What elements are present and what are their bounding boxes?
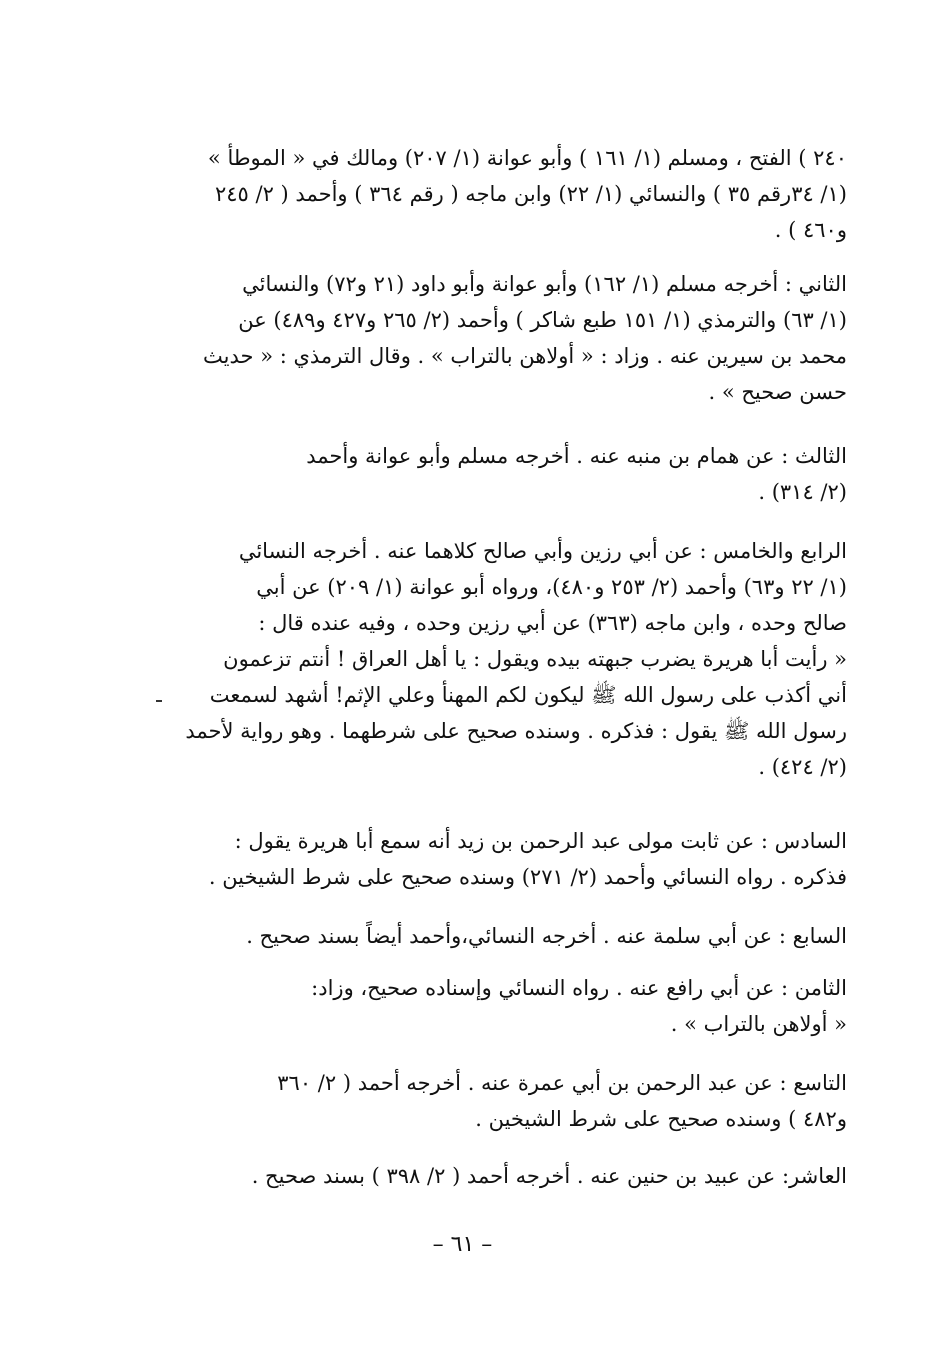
- text-line: الثامن : عن أبي رافع عنه . رواه النسائي وإسناده صحيح، وزاد:: [311, 976, 847, 1000]
- text-line: (٢/ ٣١٤) .: [758, 480, 847, 504]
- text-line: محمد بن سيرين عنه . وزاد : « أولاهن بالتراب » . وقال الترمذي : « حديث: [203, 344, 847, 368]
- page-number: – ٦١ –: [432, 1232, 493, 1257]
- text-line: رسول الله ﷺ يقول : فذكره . وسنده صحيح على شرطهما . وهو رواية لأحمد: [185, 719, 847, 743]
- text-line: « رأيت أبا هريرة يضرب جبهته بيده ويقول : يا أهل العراق ! أنتم تزعمون: [223, 647, 847, 671]
- text-line: السادس : عن ثابت مولى عبد الرحمن بن زيد أنه سمع أبا هريرة يقول :: [234, 829, 847, 853]
- text-line: الثالث : عن همام بن منبه عنه . أخرجه مسلم وأبو عوانة وأحمد: [306, 444, 847, 468]
- text-line: أني أكذب على رسول الله ﷺ ليكون لكم المهنأ وعلي الإثم! أشهد لسمعت: [209, 683, 847, 707]
- paragraph-4: [165, 533, 847, 785]
- text-line: و٤٦٠ ) .: [774, 218, 847, 242]
- text-line: العاشر: عن عبيد بن حنين عنه . أخرجه أحمد ( ٢/ ٣٩٨ ) بسند صحيح .: [251, 1164, 847, 1188]
- paragraph-6: [165, 918, 847, 954]
- text-line: (١/ ٣٤رقم ٣٥ ) والنسائي (١/ ٢٢) وابن ماجه ( رقم ٣٦٤ ) وأحمد ( ٢/ ٢٤٥: [214, 182, 847, 206]
- paragraph-7: [165, 970, 847, 1042]
- text-line: فذكره . رواه النسائي وأحمد (٢/ ٢٧١) وسنده صحيح على شرط الشيخين .: [208, 865, 847, 889]
- paragraph-5: [165, 823, 847, 895]
- text-line: « أولاهن بالتراب » .: [670, 1012, 847, 1036]
- text-line: و٤٨٢ ) وسنده صحيح على شرط الشيخين .: [475, 1107, 847, 1131]
- text-line: التاسع : عن عبد الرحمن بن أبي عمرة عنه . أخرجه أحمد ( ٢/ ٣٦٠: [277, 1071, 847, 1095]
- paragraph-1: [165, 140, 847, 248]
- text-line: صالح وحده ، وابن ماجه (٣٦٣) عن أبي رزين وحده ، وفيه عنده قال :: [258, 611, 847, 635]
- text-line: (٢/ ٤٢٤) .: [758, 755, 847, 779]
- text-line: حسن صحيح » .: [708, 380, 847, 404]
- paragraph-2: [165, 266, 847, 410]
- paragraph-8: [165, 1065, 847, 1137]
- text-line: (١/ ٢٢ و٦٣) وأحمد (٢/ ٢٥٣ و٤٨٠)، ورواه أبو عوانة (١/ ٢٠٩) عن أبي: [256, 575, 847, 599]
- text-line: الرابع والخامس : عن أبي رزين وأبي صالح كلاهما عنه . أخرجه النسائي: [238, 539, 847, 563]
- text-line: السابع : عن أبي سلمة عنه . أخرجه النسائي،وأحمد أيضاً بسند صحيح .: [246, 924, 847, 948]
- text-line: الثاني : أخرجه مسلم (١/ ١٦٢) وأبو عوانة وأبو داود (٢١ و٧٢) والنسائي: [242, 272, 847, 296]
- text-line: ٢٤٠ ) الفتح ، ومسلم (١/ ١٦١ ) وأبو عوانة (١/ ٢٠٧) ومالك في « الموطأ »: [207, 146, 847, 170]
- paragraph-9: [165, 1158, 847, 1194]
- text-line: (١/ ٦٣) والترمذي (١/ ١٥١ طبع شاكر ) وأحمد (٢/ ٢٦٥ و٤٢٧ و٤٨٩) عن: [238, 308, 847, 332]
- scan-mark: [156, 700, 162, 702]
- paragraph-3: [165, 438, 847, 510]
